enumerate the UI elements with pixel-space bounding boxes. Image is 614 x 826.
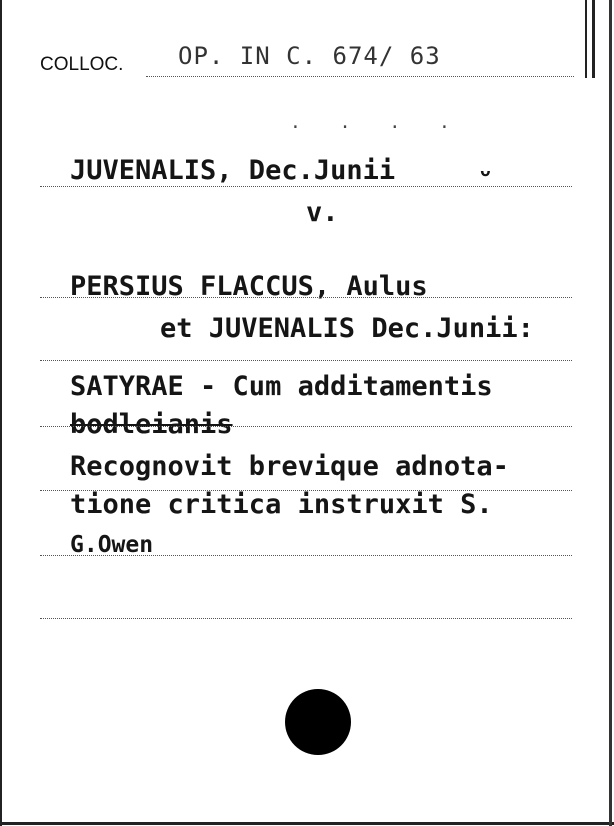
blank-rule bbox=[40, 618, 572, 619]
author-mark: ᴗ bbox=[480, 160, 491, 181]
punch-hole bbox=[285, 689, 351, 755]
card-bottom-edge bbox=[0, 822, 614, 825]
title-line: Recognovit brevique adnota- bbox=[70, 451, 509, 482]
card-right-edge-mark bbox=[585, 0, 587, 78]
title-rule bbox=[40, 555, 572, 556]
coauthor-rule bbox=[40, 297, 572, 298]
faint-marks: . . . . bbox=[290, 112, 464, 133]
card-right-edge bbox=[609, 0, 612, 826]
title-rule bbox=[40, 426, 572, 427]
versus-text: v. bbox=[306, 197, 339, 228]
author-heading: JUVENALIS, Dec.Junii bbox=[70, 155, 396, 186]
title-line: tione critica instruxit S. bbox=[70, 489, 493, 520]
title-line-struck: bodleianis bbox=[70, 409, 233, 440]
coauthor-heading: PERSIUS FLACCUS, Aulus bbox=[70, 271, 428, 302]
title-line: SATYRAE - Cum additamentis bbox=[70, 371, 493, 402]
coauthor-continuation: et JUVENALIS Dec.Junii: bbox=[160, 313, 534, 344]
card-right-edge-mark bbox=[592, 0, 595, 78]
coauthor-cont-rule bbox=[40, 360, 572, 361]
colloc-label: COLLOC. bbox=[40, 54, 124, 75]
title-line: G.Owen bbox=[70, 532, 154, 558]
card-left-edge bbox=[0, 0, 2, 826]
author-rule bbox=[40, 186, 572, 187]
shelfmark: OP. IN C. 674/ 63 bbox=[178, 42, 441, 70]
shelfmark-rule bbox=[146, 76, 574, 77]
